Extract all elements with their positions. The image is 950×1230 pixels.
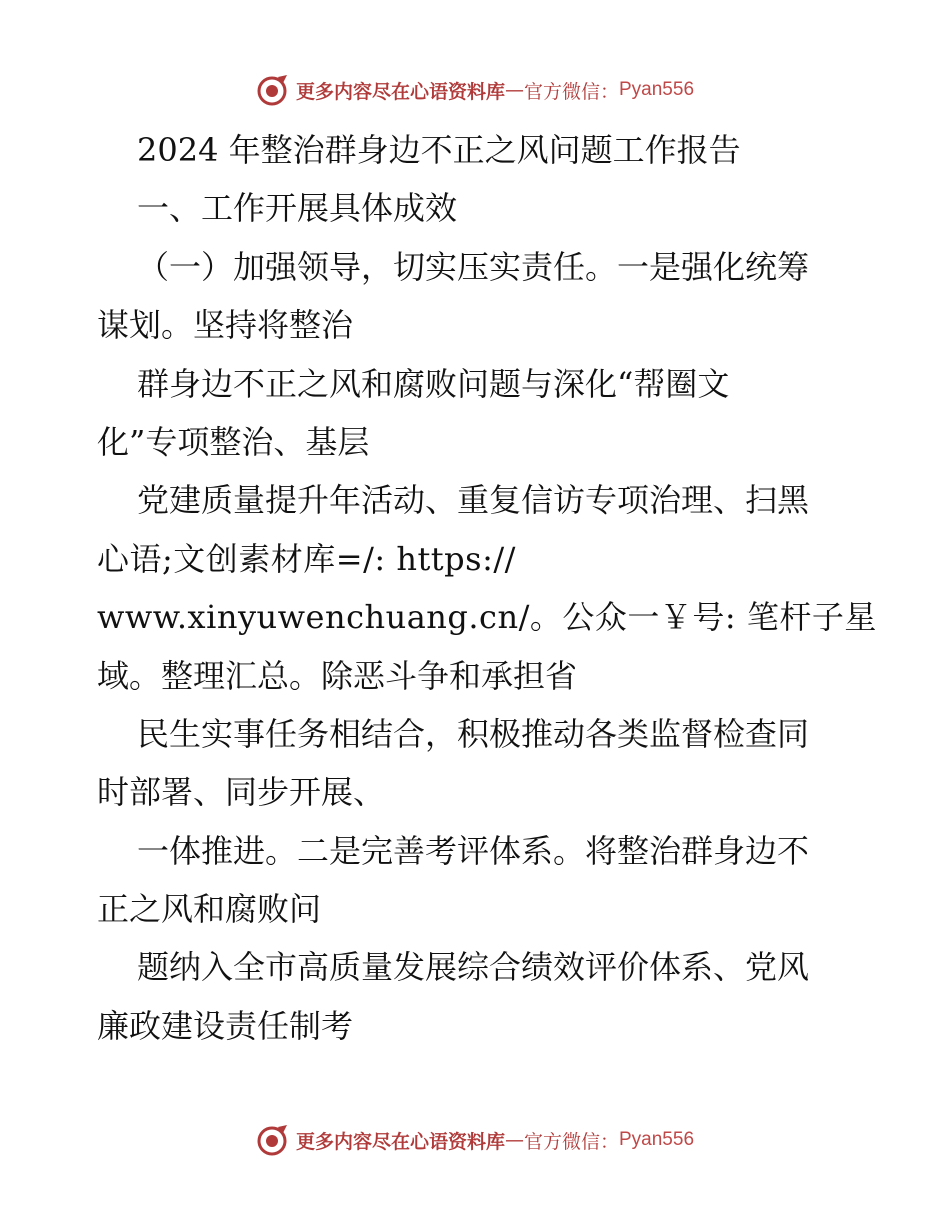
watermark-main-text: 更多内容尽在心语资料库 [295,80,505,103]
paragraph-line: 谋划。坚持将整治 [97,306,354,345]
watermark-label: 官方微信： [523,1130,619,1153]
watermark-banner-bottom [0,1120,950,1160]
paragraph-line: 正之风和腐败问 [97,890,322,929]
watermark-banner-top [0,70,950,110]
watermark-label: 官方微信： [523,80,619,103]
document-title: 2024 年整治群身边不正之风问题工作报告 [137,131,741,169]
watermark-wechat-id: Pyan556 [619,79,695,100]
quill-seal-icon [256,1123,290,1157]
watermark-wechat-id: Pyan556 [619,1129,695,1150]
document-body [97,121,877,1055]
quill-seal-icon [256,73,290,107]
paragraph-line: 群身边不正之风和腐败问题与深化“帮圈文 [137,364,730,403]
paragraph-line: 一体推进。二是完善考评体系。将整治群身边不 [137,831,810,870]
watermark-separator: — [504,79,524,101]
watermark-main-text: 更多内容尽在心语资料库 [295,1130,505,1153]
paragraph-line: 题纳入全市高质量发展综合绩效评价体系、党风 [137,948,810,987]
section-heading: 一、工作开展具体成效 [137,189,458,228]
paragraph-line: 民生实事任务相结合，积极推动各类监督检查同 [137,714,810,753]
paragraph-line: 化”专项整治、基层 [97,422,370,461]
paragraph-line: 党建质量提升年活动、重复信访专项治理、扫黑 [137,481,810,520]
paragraph-line: 廉政建设责任制考 [97,1006,354,1045]
paragraph-line: 心语;文创素材库=/: https:// [97,539,516,578]
paragraph-line: www.xinyuwenchuang.cn/。公众一￥号: 笔杆子星 [97,598,877,637]
paragraph-line: 域。整理汇总。除恶斗争和承担省 [97,656,578,695]
paragraph-line: 时部署、同步开展、 [97,773,386,812]
watermark-separator: — [504,1129,524,1151]
paragraph-line: （一）加强领导，切实压实责任。一是强化统筹 [137,247,810,286]
